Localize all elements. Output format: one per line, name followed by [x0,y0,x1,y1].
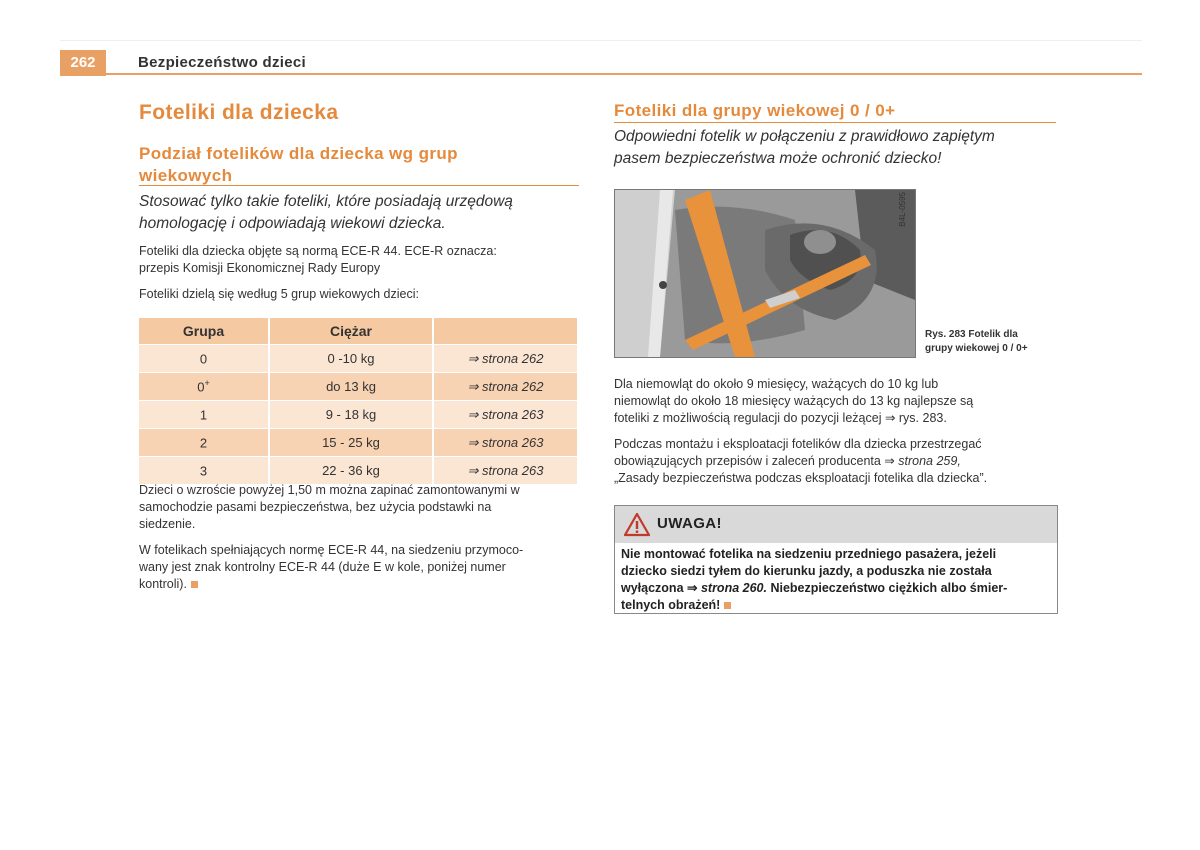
left-paragraph-3 [139,482,520,533]
table-row [139,457,578,485]
warning-line4: telnych obrażeń! [621,597,1053,614]
table-header-row [139,318,578,345]
table-cell-weight: 0 -10 kg [269,345,433,373]
table-cell-ref[interactable]: ⇒ strona 263 [433,401,578,429]
table-cell-weight: 9 - 18 kg [269,401,433,429]
warning-triangle-icon [623,512,651,537]
child-seat-figure [614,189,916,358]
left-paragraph-1 [139,243,497,277]
table-cell-weight: 22 - 36 kg [269,457,433,485]
table-row [139,373,578,401]
left-p4-line1: W fotelikach spełniających normę ECE-R 44, na siedzeniu przymoco- [139,543,524,557]
table-cell-ref[interactable]: ⇒ strona 262 [433,373,578,401]
left-lead-line1: Stosować tylko takie foteliki, które posiadają urzędową [139,193,513,210]
left-paragraph-2: Foteliki dzielą się według 5 grup wiekowych dzieci: [139,287,419,301]
table-cell-ref[interactable]: ⇒ strona 263 [433,457,578,485]
left-lead [139,191,513,235]
table-cell-group: 2 [139,429,269,457]
left-p1-line2: przepis Komisji Ekonomicznej Rady Europy [139,261,381,275]
figure-code: B4L-0595 [898,192,907,227]
right-p1-line3: foteliki z możliwością regulacji do pozycji leżącej ⇒ rys. 283. [614,411,947,425]
left-p1-line1: Foteliki dla dziecka objęte są normą ECE-R 44. ECE-R oznacza: [139,244,497,258]
table-row [139,429,578,457]
warning-line2: dziecko siedzi tyłem do kierunku jazdy, a poduszka nie została [621,564,992,578]
left-paragraph-4 [139,542,523,593]
warning-page-reference-link[interactable]: strona 260. [700,581,767,595]
section-title: Bezpieczeństwo dzieci [138,54,307,71]
right-p2-line1: Podczas montażu i eksploatacji fotelików dla dziecka przestrzegać [614,437,982,451]
left-subtitle-line2: wiekowych [139,166,233,185]
end-mark-icon [724,602,731,609]
table-cell-group: 0+ [139,373,269,401]
header-rule [60,73,1142,75]
right-title-rule [614,122,1056,123]
right-p1-line1: Dla niemowląt do około 9 miesięcy, ważących do 10 kg lub [614,377,939,391]
warning-line3: wyłączona ⇒ strona 260. Niebezpieczeństwo ciężkich albo śmier- [621,581,1008,595]
right-p2-line2: obowiązujących przepisów i zaleceń producenta ⇒ strona 259, [614,454,961,468]
warning-line1: Nie montować fotelika na siedzeniu przedniego pasażera, jeżeli [621,547,997,561]
table-header-ref [433,318,578,345]
table-cell-weight: do 13 kg [269,373,433,401]
table-cell-weight: 15 - 25 kg [269,429,433,457]
table-cell-group: 3 [139,457,269,485]
left-title: Foteliki dla dziecka [139,101,339,124]
end-mark-icon [191,581,198,588]
table-header-weight: Ciężar [269,318,433,345]
age-group-table [139,318,579,484]
right-paragraph-1 [614,376,973,427]
right-title: Foteliki dla grupy wiekowej 0 / 0+ [614,101,896,120]
table-cell-ref[interactable]: ⇒ strona 263 [433,429,578,457]
table-cell-group: 1 [139,401,269,429]
warning-text [621,546,1053,614]
left-p3-line3: siedzenie. [139,517,196,531]
right-lead-line2: pasem bezpieczeństwa może ochronić dziecko! [614,150,942,167]
top-rule [60,40,1142,41]
table-cell-group: 0 [139,345,269,373]
table-row [139,345,578,373]
warning-title: UWAGA! [657,515,722,532]
left-subtitle-rule [139,185,579,186]
page-reference-link[interactable]: strona 259, [898,454,961,468]
caption-line2: grupy wiekowej 0 / 0+ [925,343,1028,354]
left-p4-line2: wany jest znak kontrolny ECE-R 44 (duże E w kole, poniżej numer [139,560,506,574]
table-header-group: Grupa [139,318,269,345]
right-p2-line3: „Zasady bezpieczeństwa podczas eksploatacji fotelika dla dziecka”. [614,471,988,485]
left-p3-line2: samochodzie pasami bezpieczeństwa, bez użycia podstawki na [139,500,492,514]
right-paragraph-2 [614,436,987,487]
table-row [139,401,578,429]
left-p4-line3: kontroli). [139,576,523,593]
right-lead-line1: Odpowiedni fotelik w połączeniu z prawidłowo zapiętym [614,128,995,145]
right-lead [614,126,995,170]
right-p1-line2: niemowląt do około 18 miesięcy ważących do 13 kg najlepsze są [614,394,974,408]
left-p3-line1: Dzieci o wzroście powyżej 1,50 m można zapinać zamontowanymi w [139,483,520,497]
left-lead-line2: homologację i odpowiadają wiekowi dziecka. [139,215,446,232]
warning-box [614,505,1058,614]
left-subtitle [139,143,458,187]
left-subtitle-line1: Podział fotelików dla dziecka wg grup [139,144,458,163]
figure-caption [925,328,1028,356]
page-number: 262 [60,50,106,76]
child-seat-illustration [615,190,915,357]
caption-line1: Rys. 283 Fotelik dla [925,329,1018,340]
table-cell-ref[interactable]: ⇒ strona 262 [433,345,578,373]
warning-header [615,506,1057,543]
